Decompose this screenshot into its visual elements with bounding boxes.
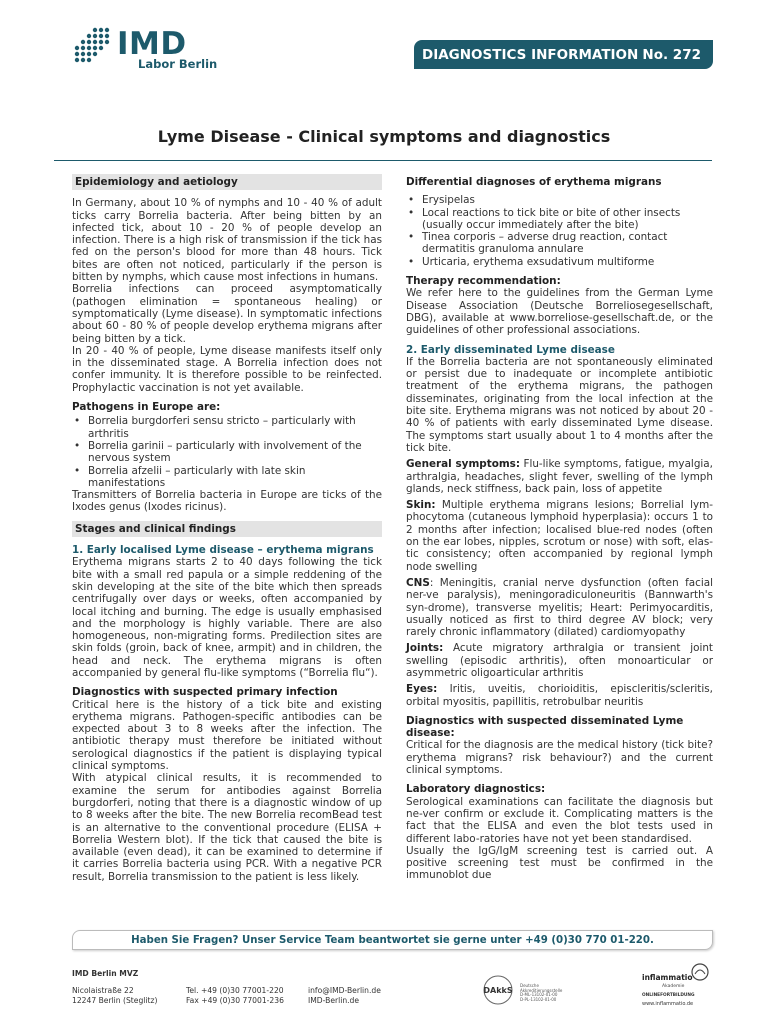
diagnostics-disseminated-paragraph: Critical for the diagnosis are the medical history (tick bite? erythema migrans? risk behaviour?) and the current clinical symptoms. xyxy=(406,739,713,777)
page-title: Lyme Disease - Clinical symptoms and diagnostics xyxy=(157,127,611,146)
epidemiology-paragraph-2: Borrelia infections can proceed asymptomatically (pathogen elimination = spontaneous healing) or symptomatically (Lyme disease). In symptomatic infections about 60 - 80 % of people develop erythema migrans after being bitten by a tick. xyxy=(72,283,382,345)
laboratory-paragraph-2: Usually the IgG/IgM screening test is carried out. A positive screening test must be confirmed in the immunoblot due xyxy=(406,844,713,882)
joints-paragraph: Joints: Acute migratory arthralgia or transient joint swelling (episodic arthritis), often monoarticular or asymmetric oligoarticular arthritis xyxy=(406,642,713,679)
skin-label: Skin: xyxy=(406,499,436,512)
eyes-paragraph: Eyes: Iritis, uveitis, chorioiditis, episcleritis/scleritis, orbital myositis, papillitis, retrobulbar neuritis xyxy=(406,683,713,708)
inflammatio-logo-icon xyxy=(640,962,712,1008)
list-item: • Local reactions to tick bite or bite of other insects (usually occur immediately after the bite) xyxy=(406,207,713,232)
list-item: • Borrelia garinii – particularly with involvement of the nervous system xyxy=(72,440,382,465)
svg-text:Akademie: Akademie xyxy=(662,984,685,989)
footer-phone xyxy=(186,986,284,1006)
cns-paragraph: CNS: Meningitis, cranial nerve dysfunction (often facial ner-ve paralysis), meningoradiculoneuritis (Bannwarth's syn-drome), transverse myelitis; Heart: Perimyocarditis, usually noticed as first to third degree AV block; very rarely chronic inflammatory (dilated) cardiomyopathy xyxy=(406,576,713,639)
cns-label: CNS xyxy=(406,576,430,589)
general-symptoms-paragraph: General symptoms: Flu-like symptoms, fatigue, myalgia, arthralgia, headaches, slight fever, swelling of the lymph glands, neck stiffness, back pain, loss of appetite xyxy=(406,458,713,495)
logo-dots-icon xyxy=(73,27,113,63)
early-localised-paragraph: Erythema migrans starts 2 to 40 days following the tick bite with a small red papula or a simple reddening of the skin developing at the site of the bite which then spreads centrifugally over days or weeks, often accompanied by local itching and burning. The edge is usually emphasised and the morphology is highly variable. There are also homogeneous, non-migrating forms. Predilection sites are skin folds (groin, back of knee, armpit) and in children, the head and neck. The erythema migrans is often accompanied by general flu-like symptoms (“Borrelia flu“). xyxy=(72,556,382,679)
footer-address xyxy=(72,986,157,1006)
diagnostics-primary-paragraph-2: With atypical clinical results, it is recommended to examine the serum for antibodies against Borrelia burgdorferi, noting that there is a diagnostic window of up to 8 weeks after the bite. The new Borrelia recomBead test is an alternative to the conventional procedure (ELISA + Borrelia Western blot). If the tick that caused the bite is available (even dead), it can be examined to determine if it carries Borrelia bacteria using PCR. With a negative PCR result, Borrelia transmission to the patient is less likely. xyxy=(72,772,382,883)
therapy-heading: Therapy recommendation: xyxy=(406,275,561,288)
epidemiology-paragraph-1: In Germany, about 10 % of nymphs and 10 - 40 % of adult ticks carry Borrelia bacteria. After being bitten by an infected tick, about 10 - 20 % of people develop an infection. There is a high risk of transmission if the tick has fed on the person's blood for more than 48 hours. Tick bites are often not noticed, particularly if the person is bitten by nymphs, which cause most infections in humans. xyxy=(72,197,382,284)
svg-text:www.inflammatio.de: www.inflammatio.de xyxy=(642,1001,694,1007)
early-disseminated-heading: 2. Early disseminated Lyme disease xyxy=(406,343,615,356)
title-divider xyxy=(54,160,712,161)
logo-subtitle: Labor Berlin xyxy=(138,57,218,71)
banner-number: No. 272 xyxy=(642,46,701,63)
banner-label: DIAGNOSTICS INFORMATION xyxy=(422,46,639,63)
footer-fax: Fax +49 (0)30 77001-236 xyxy=(186,996,284,1005)
right-column xyxy=(406,174,713,882)
imd-logo xyxy=(73,27,233,73)
footer-email-link[interactable]: info@IMD-Berlin.de xyxy=(308,986,381,995)
transmitters-paragraph: Transmitters of Borrelia bacteria in Europe are ticks of the Ixodes genus (Ixodes ricinus). xyxy=(72,489,382,514)
differential-diagnoses-list xyxy=(406,194,713,268)
svg-text:inflammatio: inflammatio xyxy=(642,973,693,982)
left-column xyxy=(72,174,382,883)
differential-diagnoses-heading: Differential diagnoses of erythema migrans xyxy=(406,176,662,188)
section-heading-stages: Stages and clinical findings xyxy=(72,521,382,537)
logo-text: IMD xyxy=(117,26,187,62)
svg-text:DAkkS: DAkkS xyxy=(483,986,513,995)
footer-city: 12247 Berlin (Steglitz) xyxy=(72,996,158,1005)
list-item: • Borrelia burgdorferi sensu stricto – particularly with arthritis xyxy=(72,415,382,440)
dakks-caption: Deutsche Akkreditierungsstelle D-ML-13102-01-00 D-PL-13102-01-00 xyxy=(520,983,563,1002)
footer-contact xyxy=(308,986,381,1006)
diagnostics-banner xyxy=(414,40,713,69)
list-item: • Urticaria, erythema exsudativum multiforme xyxy=(406,256,713,268)
inflammatio-logo xyxy=(640,962,712,1008)
joints-label: Joints: xyxy=(406,642,444,655)
laboratory-paragraph-1: Serological examinations can facilitate the diagnosis but ne-ver confirm or exclude it. Complicating matters is the fact that the ELISA and even the blot tests used in different labo-ratories have not yet been standardised. xyxy=(406,795,713,845)
general-symptoms-label: General symptoms: xyxy=(406,458,520,471)
laboratory-diagnostics-heading: Laboratory diagnostics: xyxy=(406,783,546,796)
pathogens-heading: Pathogens in Europe are: xyxy=(72,401,221,414)
footer-company-name: IMD Berlin MVZ xyxy=(72,969,139,978)
skin-paragraph: Skin: Multiple erythema migrans lesions; Borrelial lym-phocytoma (cutaneous lymphoid hyperplasia): occurs 1 to 2 months after infection; localised blue-red nodes (often on the ear lobes, nipples, scrotum or nose) with soft, elas-tic consistency; often accompanied by regional lymph node swelling xyxy=(406,499,713,573)
footer-tel: Tel. +49 (0)30 77001-220 xyxy=(186,986,284,995)
list-item: • Erysipelas xyxy=(406,194,713,206)
footer-street: Nicolaistraße 22 xyxy=(72,986,134,995)
footer-website-link[interactable]: IMD-Berlin.de xyxy=(308,996,360,1005)
therapy-paragraph: We refer here to the guidelines from the German Lyme Disease Association (Deutsche Borreliosegesellschaft, DBG), available at www.borreliose-gesellschaft.de, or the guidelines of other professional associations. xyxy=(406,287,713,337)
pathogens-list xyxy=(72,415,382,489)
diagnostics-primary-heading: Diagnostics with suspected primary infection xyxy=(72,686,338,699)
diagnostics-disseminated-heading: Diagnostics with suspected disseminated Lyme disease: xyxy=(406,714,684,740)
eyes-label: Eyes: xyxy=(406,683,438,696)
early-disseminated-paragraph: If the Borrelia bacteria are not spontaneously eliminated or persist due to inadequate or incomplete antibiotic treatment of the erythema migrans, the pathogen disseminates, originating from the local infection at the bite site. Erythema migrans was not noticed by about 20 - 40 % of patients with early disseminated Lyme disease. The symptoms start usually about 1 to 4 months after the tick bite. xyxy=(406,355,713,454)
svg-text:ONLINEFORTBILDUNG: ONLINEFORTBILDUNG xyxy=(642,993,695,998)
epidemiology-paragraph-3: In 20 - 40 % of people, Lyme disease manifests itself only in the disseminated stage. A Borrelia infection does not confer immunity. It is therefore possible to be reinfected. Prophylactic vaccination is not yet available. xyxy=(72,344,382,394)
section-heading-epidemiology: Epidemiology and aetiology xyxy=(72,174,382,190)
list-item: • Tinea corporis – adverse drug reaction, contact dermatitis granuloma annulare xyxy=(406,231,713,256)
early-localised-heading: 1. Early localised Lyme disease – erythema migrans xyxy=(72,544,374,557)
service-hotline-bar: Haben Sie Fragen? Unser Service Team beantwortet sie gerne unter +49 (0)30 770 01-220. xyxy=(72,930,713,950)
list-item: • Borrelia afzelii – particularly with late skin manifestations xyxy=(72,465,382,490)
diagnostics-primary-paragraph-1: Critical here is the history of a tick bite and existing erythema migrans. Pathogen-specific antibodies can be expected about 3 to 8 weeks after the infection. The antibiotic therapy must therefore be initiated without serological diagnostics if the patient is displaying typical clinical symptoms. xyxy=(72,698,382,773)
